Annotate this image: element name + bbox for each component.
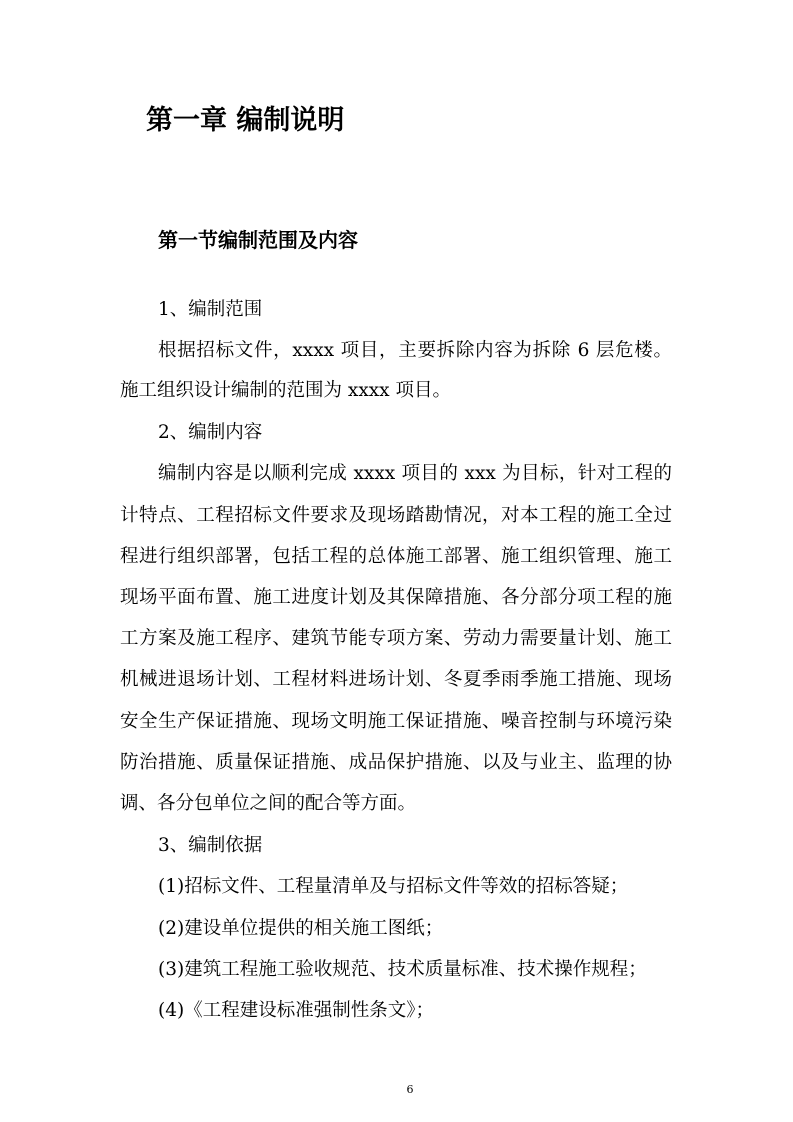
scope-heading: 1、编制范围 <box>158 299 263 320</box>
scope-paragraph-line: 施工组织设计编制的范围为 xxxx 项目。 <box>120 380 451 401</box>
scope-paragraph-line: 根据招标文件，xxxx 项目，主要拆除内容为拆除 6 层危楼。 <box>158 340 672 361</box>
chapter-title: 第一章 编制说明 <box>146 105 345 136</box>
basis-item: (1)招标文件、工程量清单及与招标文件等效的招标答疑； <box>158 876 629 897</box>
basis-item: (3)建筑工程施工验收规范、技术质量标准、技术操作规程； <box>158 959 647 980</box>
basis-item: (4)《工程建设标准强制性条文》； <box>158 1000 434 1021</box>
content-paragraph-line: 计特点、工程招标文件要求及现场踏勘情况，对本工程的施工全过 <box>120 505 672 526</box>
content-paragraph-line: 安全生产保证措施、现场文明施工保证措施、噪音控制与环境污染 <box>120 711 672 732</box>
content-heading: 2、编制内容 <box>158 422 263 443</box>
content-paragraph-line: 防治措施、质量保证措施、成品保护措施、以及与业主、监理的协 <box>120 752 672 773</box>
basis-item: (2)建设单位提供的相关施工图纸； <box>158 918 444 939</box>
content-paragraph-line: 现场平面布置、施工进度计划及其保障措施、各分部分项工程的施 <box>120 587 672 608</box>
content-paragraph-line: 机械进退场计划、工程材料进场计划、冬夏季雨季施工措施、现场 <box>120 669 672 690</box>
content-paragraph-line: 程进行组织部署，包括工程的总体施工部署、施工组织管理、施工 <box>120 546 672 567</box>
basis-heading: 3、编制依据 <box>158 835 263 856</box>
content-paragraph-line: 工方案及施工程序、建筑节能专项方案、劳动力需要量计划、施工 <box>120 628 672 649</box>
content-paragraph-line: 调、各分包单位之间的配合等方面。 <box>120 793 417 814</box>
section-title: 第一节编制范围及内容 <box>158 228 358 252</box>
page-number: 6 <box>406 1083 414 1096</box>
content-paragraph-line: 编制内容是以顺利完成 xxxx 项目的 xxx 为目标，针对工程的 <box>158 463 672 484</box>
